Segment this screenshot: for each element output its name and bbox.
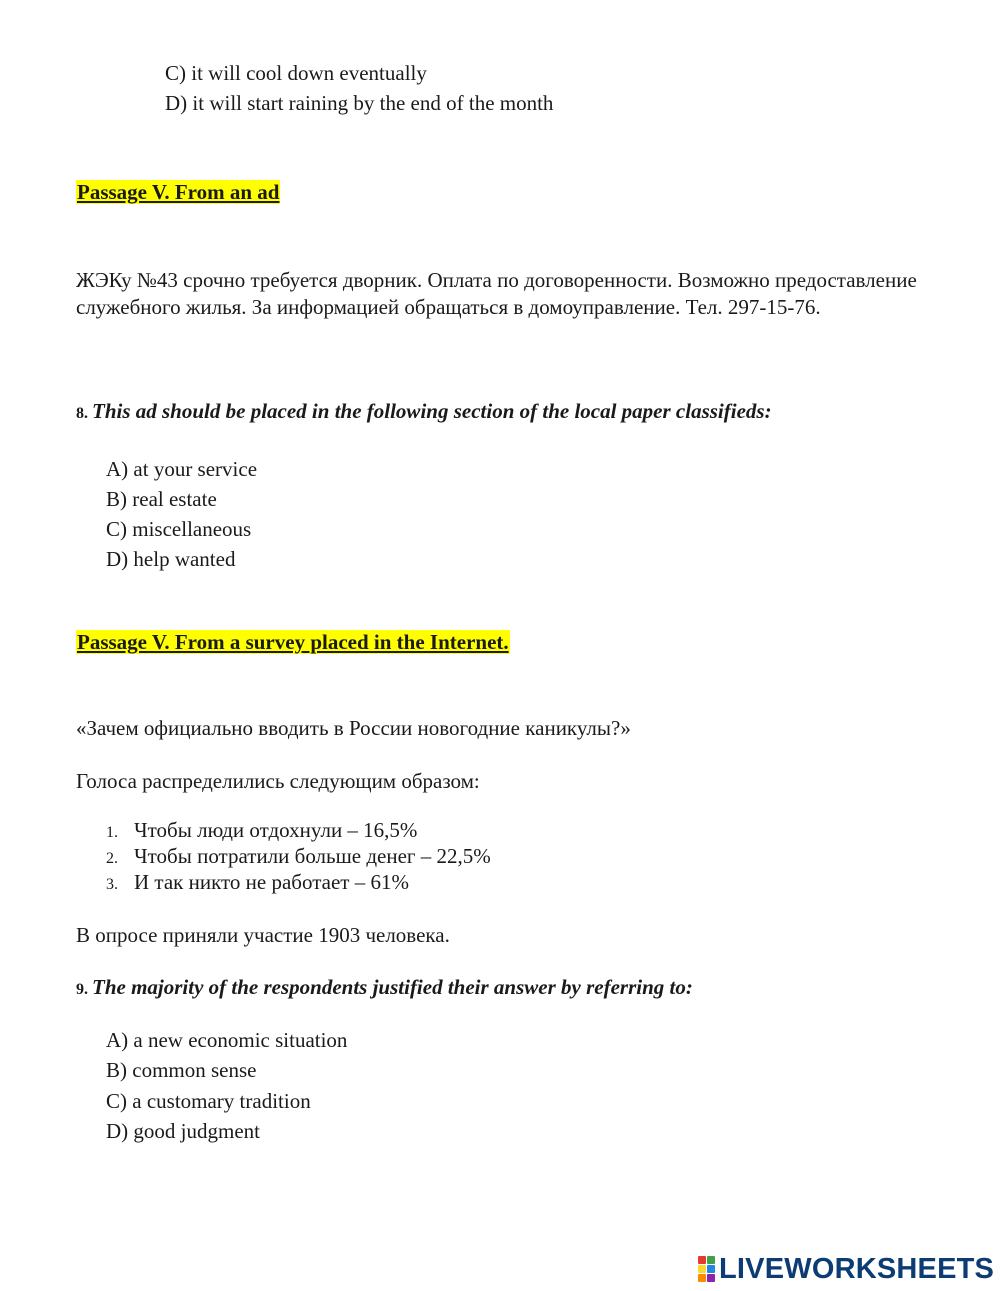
survey-result-1-number: 1. [106, 824, 118, 841]
passage-survey-heading: Passage V. From a survey placed in the Internet. [77, 630, 509, 654]
survey-result-1 [106, 817, 417, 846]
liveworksheets-logo-text: LIVEWORKSHEETS [719, 1252, 995, 1285]
question-9-number: 9. [76, 981, 88, 998]
option-d-prev: D) it will start raining by the end of the month [165, 91, 554, 115]
logo-tile-icon [707, 1265, 715, 1273]
q8-option-b[interactable]: B) real estate [106, 487, 217, 511]
survey-result-2-text: Чтобы потратили больше денег – 22,5% [134, 844, 491, 868]
logo-tile-icon [707, 1274, 715, 1282]
option-c-prev: C) it will cool down eventually [165, 61, 427, 85]
liveworksheets-logo [698, 1254, 994, 1284]
passage-ad-text: ЖЭКу №43 срочно требуется дворник. Оплата по договоренности. Возможно предоставление служебного жилья. За информацией обращаться в домоуправление. Тел. 297-15-76. [76, 268, 917, 319]
survey-result-2-number: 2. [106, 850, 118, 867]
logo-tile-icon [698, 1256, 706, 1264]
survey-result-3-number: 3. [106, 876, 118, 893]
question-9-text: The majority of the respondents justified their answer by referring to: [92, 975, 693, 999]
logo-tile-icon [707, 1256, 715, 1264]
q8-option-c[interactable]: C) miscellaneous [106, 517, 252, 541]
survey-votes-intro: Голоса распределились следующим образом: [76, 769, 480, 793]
question-9 [76, 974, 693, 1003]
q9-option-b[interactable]: B) common sense [106, 1058, 257, 1082]
liveworksheets-logo-icon [698, 1256, 715, 1282]
q9-option-d[interactable]: D) good judgment [106, 1119, 260, 1143]
survey-quote: «Зачем официально вводить в России новогодние каникулы?» [76, 716, 631, 740]
survey-result-3-text: И так никто не работает – 61% [134, 870, 409, 894]
passage-ad-heading: Passage V. From an ad [77, 180, 280, 204]
q9-option-c[interactable]: C) a customary tradition [106, 1089, 311, 1113]
survey-result-1-text: Чтобы люди отдохнули – 16,5% [134, 818, 418, 842]
survey-result-3 [106, 869, 409, 898]
survey-result-2 [106, 843, 491, 872]
question-8-number: 8. [76, 405, 88, 422]
question-8-text: This ad should be placed in the following section of the local paper classifieds: [92, 399, 772, 423]
q8-option-d[interactable]: D) help wanted [106, 547, 236, 571]
logo-tile-icon [698, 1274, 706, 1282]
logo-tile-icon [698, 1265, 706, 1273]
q8-option-a[interactable]: A) at your service [106, 457, 258, 481]
question-8 [76, 398, 772, 427]
survey-participants: В опросе приняли участие 1903 человека. [76, 923, 450, 947]
q9-option-a[interactable]: A) a new economic situation [106, 1028, 348, 1052]
